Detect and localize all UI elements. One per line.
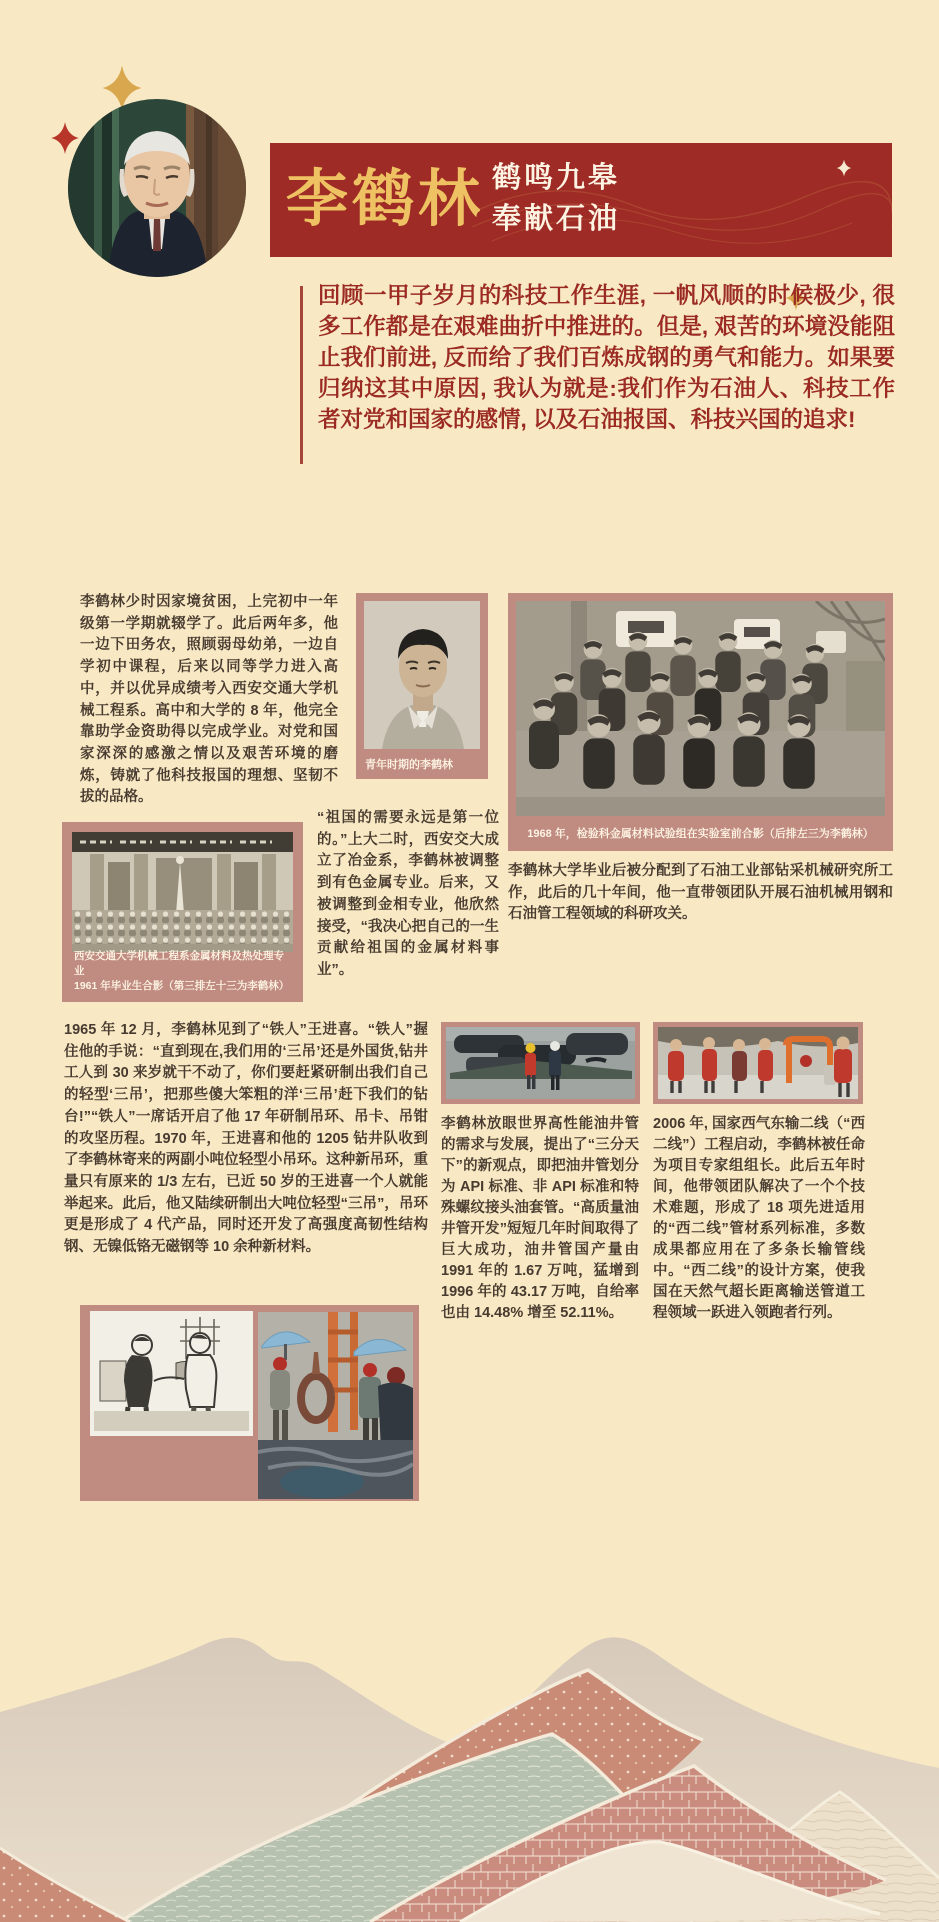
paragraph-early-life: 李鹤林少时因家境贫困，上完初中一年级第一学期就辍学了。此后两年多，他一边下田务农，照顾弱母幼弟，一边自学初中课程，后来以同等学力进入高中，并以优异成绩考入西安交通大学机械工程系。高中和大学的 8 年，他完全靠助学金资助得以完成学业。对党和国家深深的感激之情以及艰苦环境的磨炼，铸就了他科技报国的理想、坚韧不拔的品格。 [80,594,338,806]
paragraph-oil-pipes: 李鹤林放眼世界高性能油井管的需求与发展，提出了“三分天下”的新观点，即把油井管划分为 API 标准、非 API 标准和特殊螺纹接头油套管。“高质量油井管开发”短短几年时间取得了巨大成功，油井管国产量由 1991 年的 1.67 万吨，猛增到 1996 年的 43.17 万吨，自给率也由 14.48% 增至 52.11%。 [441,1116,639,1321]
tagline [492,158,620,240]
graduation-image [72,832,293,952]
mountain-decoration [0,1592,939,1922]
red-team-image [658,1027,858,1099]
graduation-caption [74,949,292,994]
paragraph-pipeline: 2006 年, 国家西气东输二线（“西二线”）工程启动，李鹤林被任命为项目专家组组长。此后五年时间，他带领团队解决了一个个技术难题，形成了 18 项先进适用的“西二线”管材系列标准，多数成果都应用在了多条长输管线中。“西二线”的设计方案，使我国在天然气超长距离输送管道工程领域一跃进入领跑者行列。 [653,1116,865,1321]
quote-rule [300,286,303,464]
sketch-image [90,1311,253,1436]
tagline-line2: 奉献石油 [492,203,621,235]
person-name: 李鹤林 [286,166,485,234]
young-portrait-image [364,601,480,749]
paragraph-iron-man: 1965 年 12 月，李鹤林见到了“铁人”王进喜。“铁人”握住他的手说：“直到现在,我们用的‘三吊’还是外国货,钻井工人到 30 来岁就干不动了，你们要赶紧研制出我们自己的轻型‘三吊’，把那些傻大笨粗的洋‘三吊’赶下我们的钻台!”“铁人”一席话开启了他 17 年研制吊环、吊卡、吊钳的攻坚历程。1970 年，王进喜和他的 1205 钻井队收到了李鹤林寄来的两副小吨位轻型小吊环。这种新吊环，重量只有原来的 1/3 左右，已近 50 岁的王进喜一个人就能举起来。此后，他又陆续研制出大吨位轻型“三吊”，吊环更是形成了 4 代产品，同时还开发了高强度高韧性结构钢、无镍低铬无磁钢等 10 余种新材料。 [64,1022,428,1256]
photo-young-portrait [356,593,488,779]
photo-red-team-site [653,1022,863,1104]
equipment-image [446,1027,635,1099]
sparkle-white-icon [835,157,853,179]
group-1968-image [516,601,885,816]
paragraph-assignment: 李鹤林大学毕业后被分配到了石油工业部钻采机械研究所工作，此后的几十年间，他一直带领团队开展石油机械用钢和石油管工程领域的科研攻关。 [508,863,893,923]
photo-bottom-composite [80,1305,419,1501]
tagline-line1: 鹤鸣九皋 [492,162,621,194]
graduation-caption-line1: 西安交通大学机械工程系金属材料及热处理专业 [74,950,284,977]
graduation-caption-line2: 1961 年毕业生合影（第三排左十三为李鹤林） [74,980,290,992]
photo-graduation-1961 [62,822,303,1002]
young-portrait-caption: 青年时期的李鹤林 [365,759,453,771]
paragraph-motherland: “祖国的需要永远是第一位的。”上大二时，西安交大成立了冶金系，李鹤林被调整到有色金属专业。后来，又被调整到金相专业，他欣然接受，“我决心把自己的一生贡献给祖国的金属材料事业”。 [317,810,499,978]
photo-equipment-inspection [441,1022,640,1104]
photo-1968-group [508,593,893,851]
lihelin-elder-photo [68,99,246,277]
drill-site-image [258,1312,413,1499]
group-1968-caption: 1968 年，检验科金属材料试验组在实验室前合影（后排左三为李鹤林） [527,828,874,840]
intro-quote: 回顾一甲子岁月的科技工作生涯, 一帆风顺的时候极少, 很多工作都是在艰难曲折中推进的。但是, 艰苦的环境没能阻止我们前进, 反而给了我们百炼成钢的勇气和能力。如果要归纳这其中原因, 我认为就是:我们作为石油人、科技工作者对党和国家的感情, 以及石油报国、科技兴国的追求! [318,283,895,432]
title-banner [270,143,892,257]
